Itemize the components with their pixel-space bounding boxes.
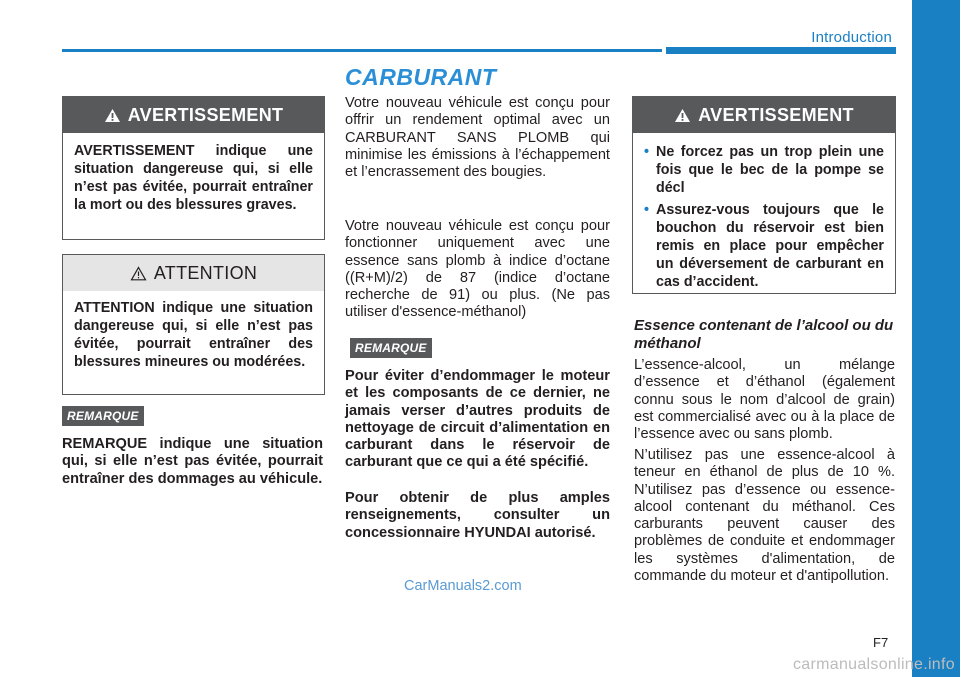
caution-box	[62, 254, 325, 395]
header-rule-thick	[666, 47, 896, 54]
note-tag-left: REMARQUE	[62, 406, 144, 426]
note-paragraph-middle-1: Pour éviter d’endommager le moteur et les composants de ce dernier, ne jamais verser d’autres produits de nettoyage de circuit d’alimentation en carburant dans le réservoir de carburant que ce qui a été spécifié.	[345, 368, 610, 471]
fuel-warning-box-header	[633, 97, 895, 133]
fuel-paragraph-2: Votre nouveau véhicule est conçu pour fonctionner uniquement avec une essence sans plomb à indice d’octane ((R+M)/2) de 87 (indice d’octane recherche de 91) ou plus. (Ne pas utiliser d'essence-méthanol)	[345, 218, 610, 321]
note-paragraph-middle-2: Pour obtenir de plus amples renseignements, consulter un concessionnaire HYUNDAI autorisé.	[345, 490, 610, 541]
fuel-warning-item: • Assurez-vous toujours que le bouchon du réservoir est bien remis en place pour empêcher un déversement de carburant en cas d’accident.	[644, 201, 884, 291]
caution-triangle-icon	[130, 266, 147, 281]
fuel-warning-item: • Ne forcez pas un trop plein une fois que le bec de la pompe se décl	[644, 143, 884, 197]
caution-box-text: ATTENTION indique une situation dangereuse qui, si elle n’est pas évitée, pourrait entraîner des blessures mineures ou modérées.	[74, 300, 313, 370]
alcohol-paragraph-1: L’essence-alcool, un mélange d’essence et d’éthanol (également connu sous le nom d’alcool de grain) est commercialisé avec ou à la place de l’essence avec ou sans plomb.	[634, 357, 895, 443]
alcohol-subheading: Essence contenant de l’alcool ou du méthanol	[634, 317, 894, 352]
warning-box-title: AVERTISSEMENT	[127, 104, 284, 125]
caution-box-header	[63, 255, 324, 291]
watermark-bottom: carmanualsonline.info	[793, 656, 955, 673]
warning-box-text: AVERTISSEMENT indique une situation dangereuse qui, si elle n’est pas évitée, pourrait entraîner la mort ou des blessures graves.	[74, 143, 313, 213]
fuel-warning-list	[644, 143, 884, 291]
warning-box-header	[63, 97, 324, 133]
fuel-paragraph-1: Votre nouveau véhicule est conçu pour offrir un rendement optimal avec un CARBURANT SANS PLOMB qui minimise les émissions à l’échappement et l’encrassement des bougies.	[345, 95, 610, 181]
warning-triangle-icon	[674, 108, 691, 123]
warning-triangle-icon	[104, 108, 121, 123]
fuel-warning-box	[632, 96, 896, 294]
right-sidebar-bar	[912, 0, 960, 677]
header-rule	[62, 49, 662, 52]
note-text-left: REMARQUE indique une situation qui, si elle n’est pas évitée, pourrait entraîner des dommages au véhicule.	[62, 436, 323, 487]
page-number: F7	[873, 635, 889, 650]
alcohol-paragraph-2: N’utilisez pas une essence-alcool à teneur en éthanol de plus de 10 %. N’utilisez pas d’essence ou essence-alcool contenant du méthanol. Ces carburants peuvent causer des problèmes de conduite et endommager les systèmes d'alimentation, de commande du moteur et d'antipollution.	[634, 447, 895, 585]
fuel-warning-box-body	[633, 133, 895, 305]
warning-box	[62, 96, 325, 240]
note-tag-middle: REMARQUE	[350, 338, 432, 358]
watermark-mid: CarManuals2.com	[404, 578, 522, 594]
fuel-warning-box-title: AVERTISSEMENT	[698, 104, 854, 125]
caution-box-title: ATTENTION	[153, 262, 258, 283]
page-title: CARBURANT	[345, 64, 497, 90]
section-title: Introduction	[811, 29, 892, 46]
